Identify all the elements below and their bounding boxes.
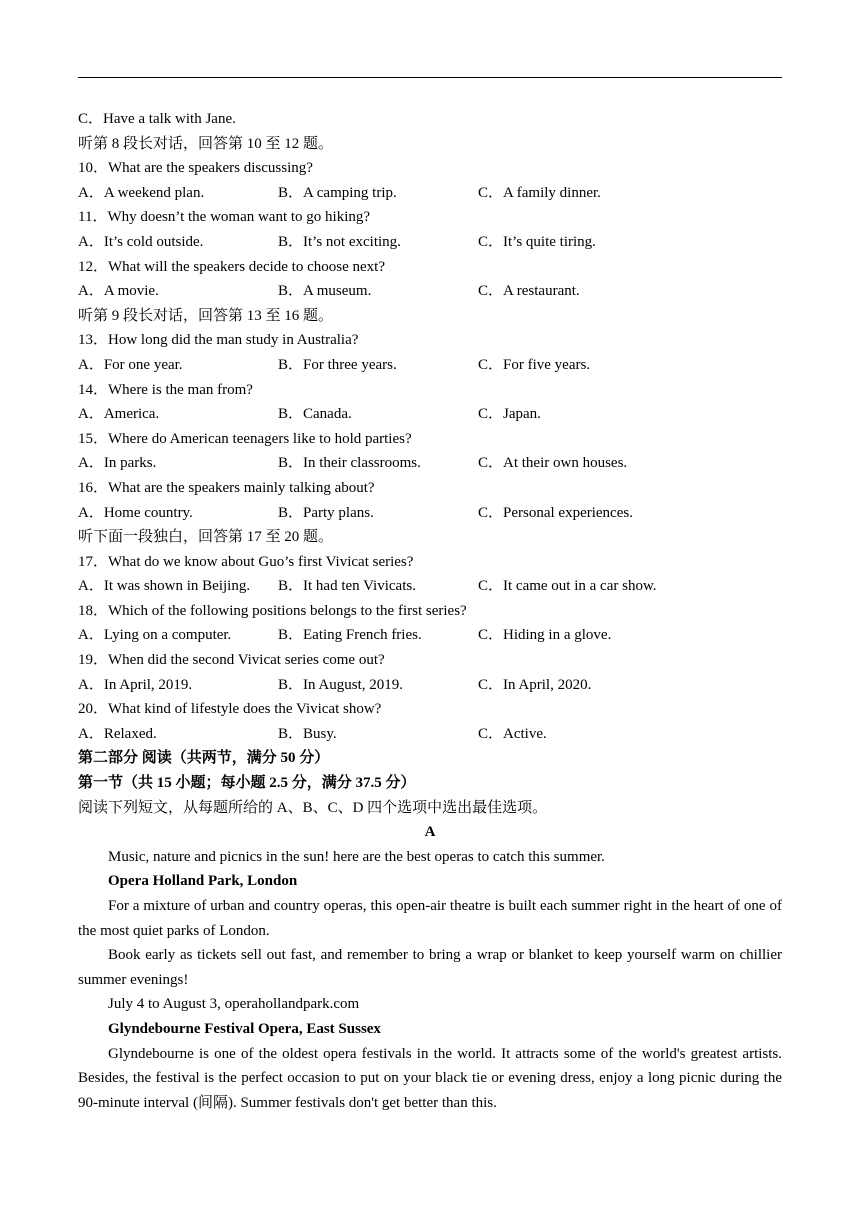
opera-1-paragraph-1 <box>78 894 782 943</box>
option-c: C．At their own houses. <box>478 455 628 472</box>
opera-2-paragraph-1 <box>78 1042 782 1116</box>
options-16 <box>78 501 782 526</box>
opera-1-info: July 4 to August 3, operahollandpark.com <box>108 996 360 1013</box>
question-17: 17．What do we know about Guo’s first Vivicat series? <box>78 553 414 570</box>
option-c: C．Hiding in a glove. <box>478 627 612 644</box>
options-19 <box>78 673 782 698</box>
question-20: 20．What kind of lifestyle does the Vivicat show? <box>78 701 382 718</box>
opera-1-paragraph-2-text: Book early as tickets sell out fast, and remember to bring a wrap or blanket to keep yourself warm on chillier summer evenings! <box>78 947 782 988</box>
question-13: 13．How long did the man study in Australia? <box>78 332 359 349</box>
header-rule <box>78 77 782 78</box>
page-content <box>78 107 782 1115</box>
option-b: B．In August, 2019. <box>278 676 404 693</box>
question-16: 16．What are the speakers mainly talking about? <box>78 479 375 496</box>
option-a: A．For one year. <box>78 356 183 373</box>
opera-2-title: Glyndebourne Festival Opera, East Sussex <box>108 1020 381 1037</box>
option-c-prev: C．Have a talk with Jane. <box>78 111 236 127</box>
question-19: 19．When did the second Vivicat series come out? <box>78 652 385 669</box>
passage-letter: A <box>424 824 436 841</box>
question-10: 10．What are the speakers discussing? <box>78 160 313 177</box>
option-b: B．In their classrooms. <box>278 455 421 472</box>
option-c: C．A restaurant. <box>478 283 580 300</box>
question-14: 14．Where is the man from? <box>78 381 253 398</box>
option-a: A．In April, 2019. <box>78 676 193 693</box>
option-c: C．Japan. <box>478 406 541 423</box>
question-12: 12．What will the speakers decide to choose next? <box>78 258 385 275</box>
question-11: 11．Why doesn’t the woman want to go hiking? <box>78 209 371 226</box>
option-b: B．A camping trip. <box>278 184 397 201</box>
opera-1-paragraph-2 <box>78 943 782 992</box>
options-10 <box>78 181 782 206</box>
option-a: A．Lying on a computer. <box>78 627 232 644</box>
option-c: C．Active. <box>478 725 547 742</box>
reading-instruction: 阅读下列短文，从每题所给的 A、B、C、D 四个选项中选出最佳选项。 <box>78 799 548 816</box>
option-b: B．Party plans. <box>278 504 374 521</box>
question-15: 15．Where do American teenagers like to hold parties? <box>78 430 412 447</box>
option-b: B．It’s not exciting. <box>278 233 401 250</box>
option-a: A．A movie. <box>78 283 159 300</box>
opera-2-paragraph-1-text: Glyndebourne is one of the oldest opera festivals in the world. It attracts some of the world's greatest artists. Besides, the festival is the perfect occasion to put on your black tie or evening dress, enjoy a long picnic during the 90-minute interval (间隔). Summer festivals don't get better than this. <box>78 1045 782 1111</box>
section-1-title: 第一节（共 15 小题；每小题 2.5 分，满分 37.5 分） <box>78 775 416 792</box>
part-2-title: 第二部分 阅读（共两节，满分 50 分） <box>78 750 330 767</box>
option-b: B．It had ten Vivicats. <box>278 578 416 595</box>
option-a: A．In parks. <box>78 455 157 472</box>
option-a: A．Home country. <box>78 504 193 521</box>
option-c: C．It came out in a car show. <box>478 578 657 595</box>
option-b: B．Canada. <box>278 406 352 423</box>
options-12 <box>78 279 782 304</box>
option-a: A．It was shown in Beijing. <box>78 578 251 595</box>
question-18: 18．Which of the following positions belongs to the first series? <box>78 602 467 619</box>
options-15 <box>78 451 782 476</box>
options-13 <box>78 353 782 378</box>
option-a: A．America. <box>78 406 160 423</box>
options-18 <box>78 623 782 648</box>
option-c: C．A family dinner. <box>478 184 601 201</box>
option-c: C．It’s quite tiring. <box>478 233 596 250</box>
option-b: B．A museum. <box>278 283 372 300</box>
option-c: C．Personal experiences. <box>478 504 633 521</box>
options-20 <box>78 722 782 747</box>
option-a: A．Relaxed. <box>78 725 157 742</box>
option-c: C．For five years. <box>478 356 591 373</box>
opera-1-title: Opera Holland Park, London <box>108 873 298 890</box>
option-a: A．A weekend plan. <box>78 184 205 201</box>
option-b: B．For three years. <box>278 356 397 373</box>
option-c: C．In April, 2020. <box>478 676 592 693</box>
option-b: B．Eating French fries. <box>278 627 422 644</box>
section-9-instruction: 听第 9 段长对话，回答第 13 至 16 题。 <box>78 307 334 324</box>
option-a: A．It’s cold outside. <box>78 233 204 250</box>
options-11 <box>78 230 782 255</box>
opera-1-paragraph-1-text: For a mixture of urban and country operas, this open-air theatre is built each summer right in the heart of one of the most quiet parks of London. <box>78 898 782 939</box>
option-b: B．Busy. <box>278 725 337 742</box>
passage-intro: Music, nature and picnics in the sun! here are the best operas to catch this summer. <box>108 848 605 865</box>
options-14 <box>78 402 782 427</box>
options-17 <box>78 574 782 599</box>
section-8-instruction: 听第 8 段长对话，回答第 10 至 12 题。 <box>78 135 334 152</box>
section-10-instruction: 听下面一段独白，回答第 17 至 20 题。 <box>78 529 334 546</box>
